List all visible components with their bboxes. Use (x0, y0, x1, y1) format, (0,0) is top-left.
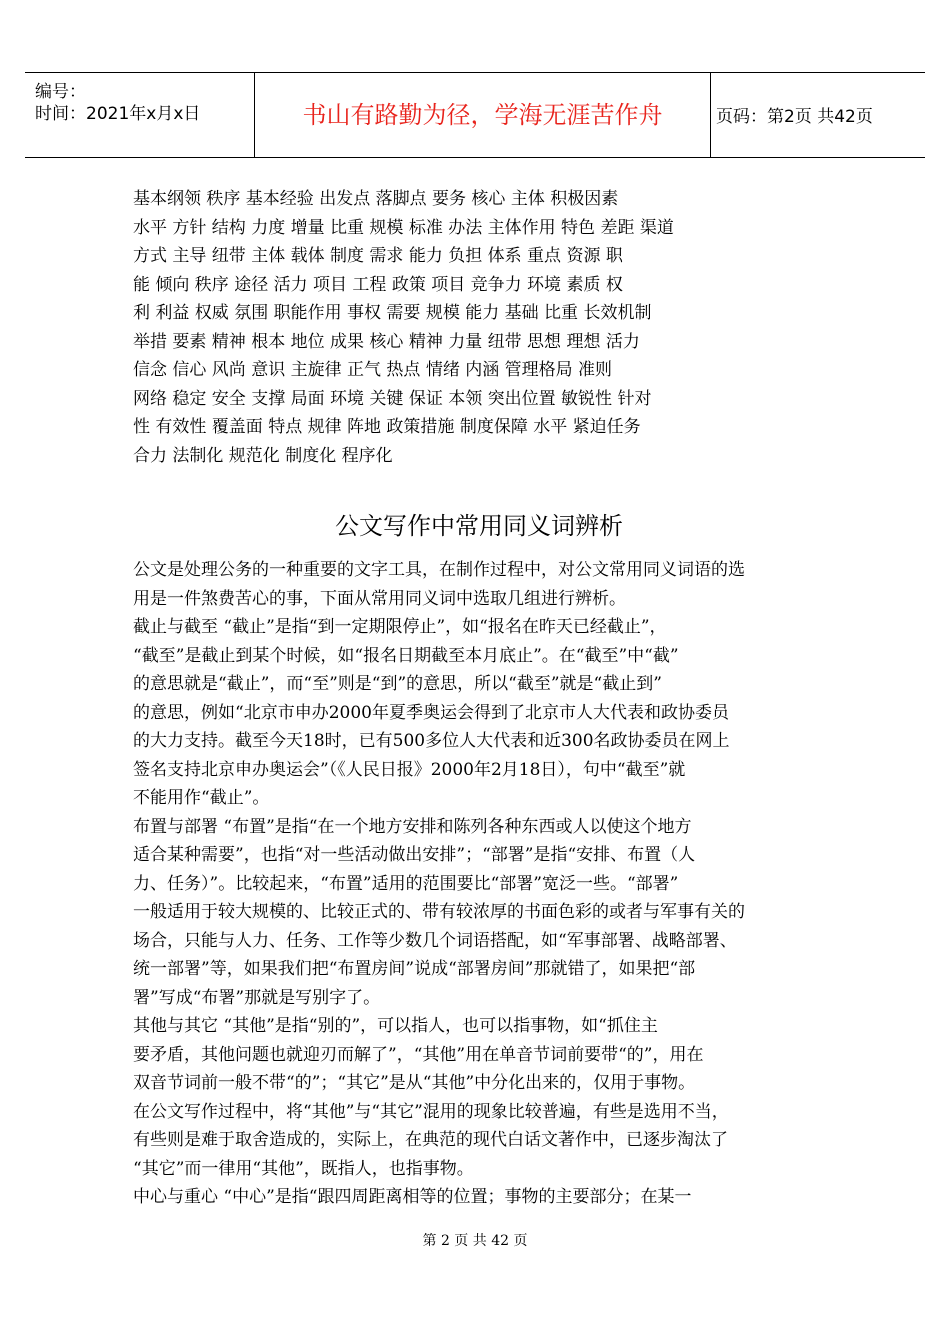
body-line: 的大力支持。截至今天18时，已有500多位人大代表和近300名政协委员在网上 (133, 731, 730, 751)
body-line: 不能用作“截止”。 (133, 788, 270, 808)
time-label: 时间：2021年x月x日 (35, 104, 201, 124)
page-code: 页码：第2页 共42页 (716, 107, 873, 127)
keyword-line: 利 利益 权威 氛围 职能作用 事权 需要 规模 能力 基础 比重 长效机制 (133, 303, 652, 323)
body-line: 的意思，例如“北京市申办2000年夏季奥运会得到了北京市人大代表和政协委员 (133, 702, 729, 723)
page-footer: 第 2 页 共 42 页 (422, 1233, 528, 1249)
keyword-line: 水平 方针 结构 力度 增量 比重 规模 标准 办法 主体作用 特色 差距 渠道 (133, 217, 674, 238)
body-line: 截止与截至 “截止”是指“到一定期限停止”，如“报名在昨天已经截止”， (133, 617, 667, 637)
body-line: 其他与其它 “其他”是指“别的”，可以指人，也可以指事物，如“抓住主 (133, 1016, 658, 1036)
keyword-line: 信念 信心 风尚 意识 主旋律 正气 热点 情绪 内涵 管理格局 准则 (133, 360, 613, 380)
body-line: 公文是处理公务的一种重要的文字工具，在制作过程中，对公文常用同义词语的选 (133, 560, 745, 580)
body-line: 有些则是难于取舍造成的，实际上，在典范的现代白话文著作中，已逐步淘汰了 (133, 1130, 728, 1150)
body-line: 一般适用于较大规模的、比较正式的、带有较浓厚的书面色彩的或者与军事有关的 (133, 902, 745, 922)
body-line: “截至”是截止到某个时候，如“报名日期截至本月底止”。在“截至”中“截” (133, 645, 679, 666)
body-line: 力、任务）”。比较起来，“布置”适用的范围要比“部署”宽泛一些。“部署” (133, 873, 679, 894)
keyword-line: 性 有效性 覆盖面 特点 规律 阵地 政策措施 制度保障 水平 紧迫任务 (133, 417, 641, 437)
keyword-line: 举措 要素 精神 根本 地位 成果 核心 精神 力量 纽带 思想 理想 活力 (133, 331, 640, 352)
body-line: 中心与重心 “中心”是指“跟四周距离相等的位置；事物的主要部分；在某一 (133, 1187, 692, 1207)
article-body (133, 556, 833, 1212)
body-line: 的意思就是“截止”，而“至”则是“到”的意思，所以“截至”就是“截止到” (133, 674, 662, 694)
article-title: 公文写作中常用同义词辨析 (335, 512, 623, 540)
keyword-line: 方式 主导 纽带 主体 载体 制度 需求 能力 负担 体系 重点 资源 职 (133, 246, 623, 266)
body-line: 在公文写作过程中，将“其他”与“其它”混用的现象比较普遍，有些是选用不当， (133, 1101, 729, 1122)
page-header (25, 72, 925, 158)
body-line: 签名支持北京申办奥运会”（《人民日报》2000年2月18日），句中“截至”就 (133, 759, 686, 780)
body-line: “其它”而一律用“其他”，既指人，也指事物。 (133, 1158, 474, 1179)
keyword-line: 网络 稳定 安全 支撑 局面 环境 关键 保证 本领 突出位置 敏锐性 针对 (133, 388, 652, 409)
keyword-line: 基本纲领 秩序 基本经验 出发点 落脚点 要务 核心 主体 积极因素 (133, 189, 619, 209)
body-line: 统一部署”等，如果我们把“布置房间”说成“部署房间”那就错了，如果把“部 (133, 959, 696, 979)
body-line: 场合，只能与人力、任务、工作等少数几个词语搭配，如“军事部署、战略部署、 (133, 930, 737, 951)
header-motto-cell (254, 73, 711, 157)
body-line: 用是一件煞费苦心的事，下面从常用同义词中选取几组进行辨析。 (133, 588, 626, 609)
header-meta-cell (25, 73, 254, 157)
header-page-cell (710, 73, 925, 157)
keyword-block (133, 185, 825, 470)
body-line: 布置与部署 “布置”是指“在一个地方安排和陈列各种东西或人以使这个地方 (133, 816, 692, 837)
body-line: 双音节词前一般不带“的”；“其它”是从“其他”中分化出来的，仅用于事物。 (133, 1073, 696, 1093)
body-line: 署”写成“布署”那就是写别字了。 (133, 987, 381, 1008)
motto: 书山有路勤为径，学海无涯苦作舟 (302, 101, 663, 129)
keyword-line: 能 倾向 秩序 途径 活力 项目 工程 政策 项目 竞争力 环境 素质 权 (133, 274, 623, 295)
serial-label: 编号： (35, 82, 86, 102)
body-line: 适合某种需要”，也指“对一些活动做出安排”；“部署”是指“安排、布置（人 (133, 845, 696, 865)
body-line: 要矛盾，其他问题也就迎刃而解了”，“其他”用在单音节词前要带“的”，用在 (133, 1044, 704, 1065)
keyword-line: 合力 法制化 规范化 制度化 程序化 (133, 445, 393, 466)
